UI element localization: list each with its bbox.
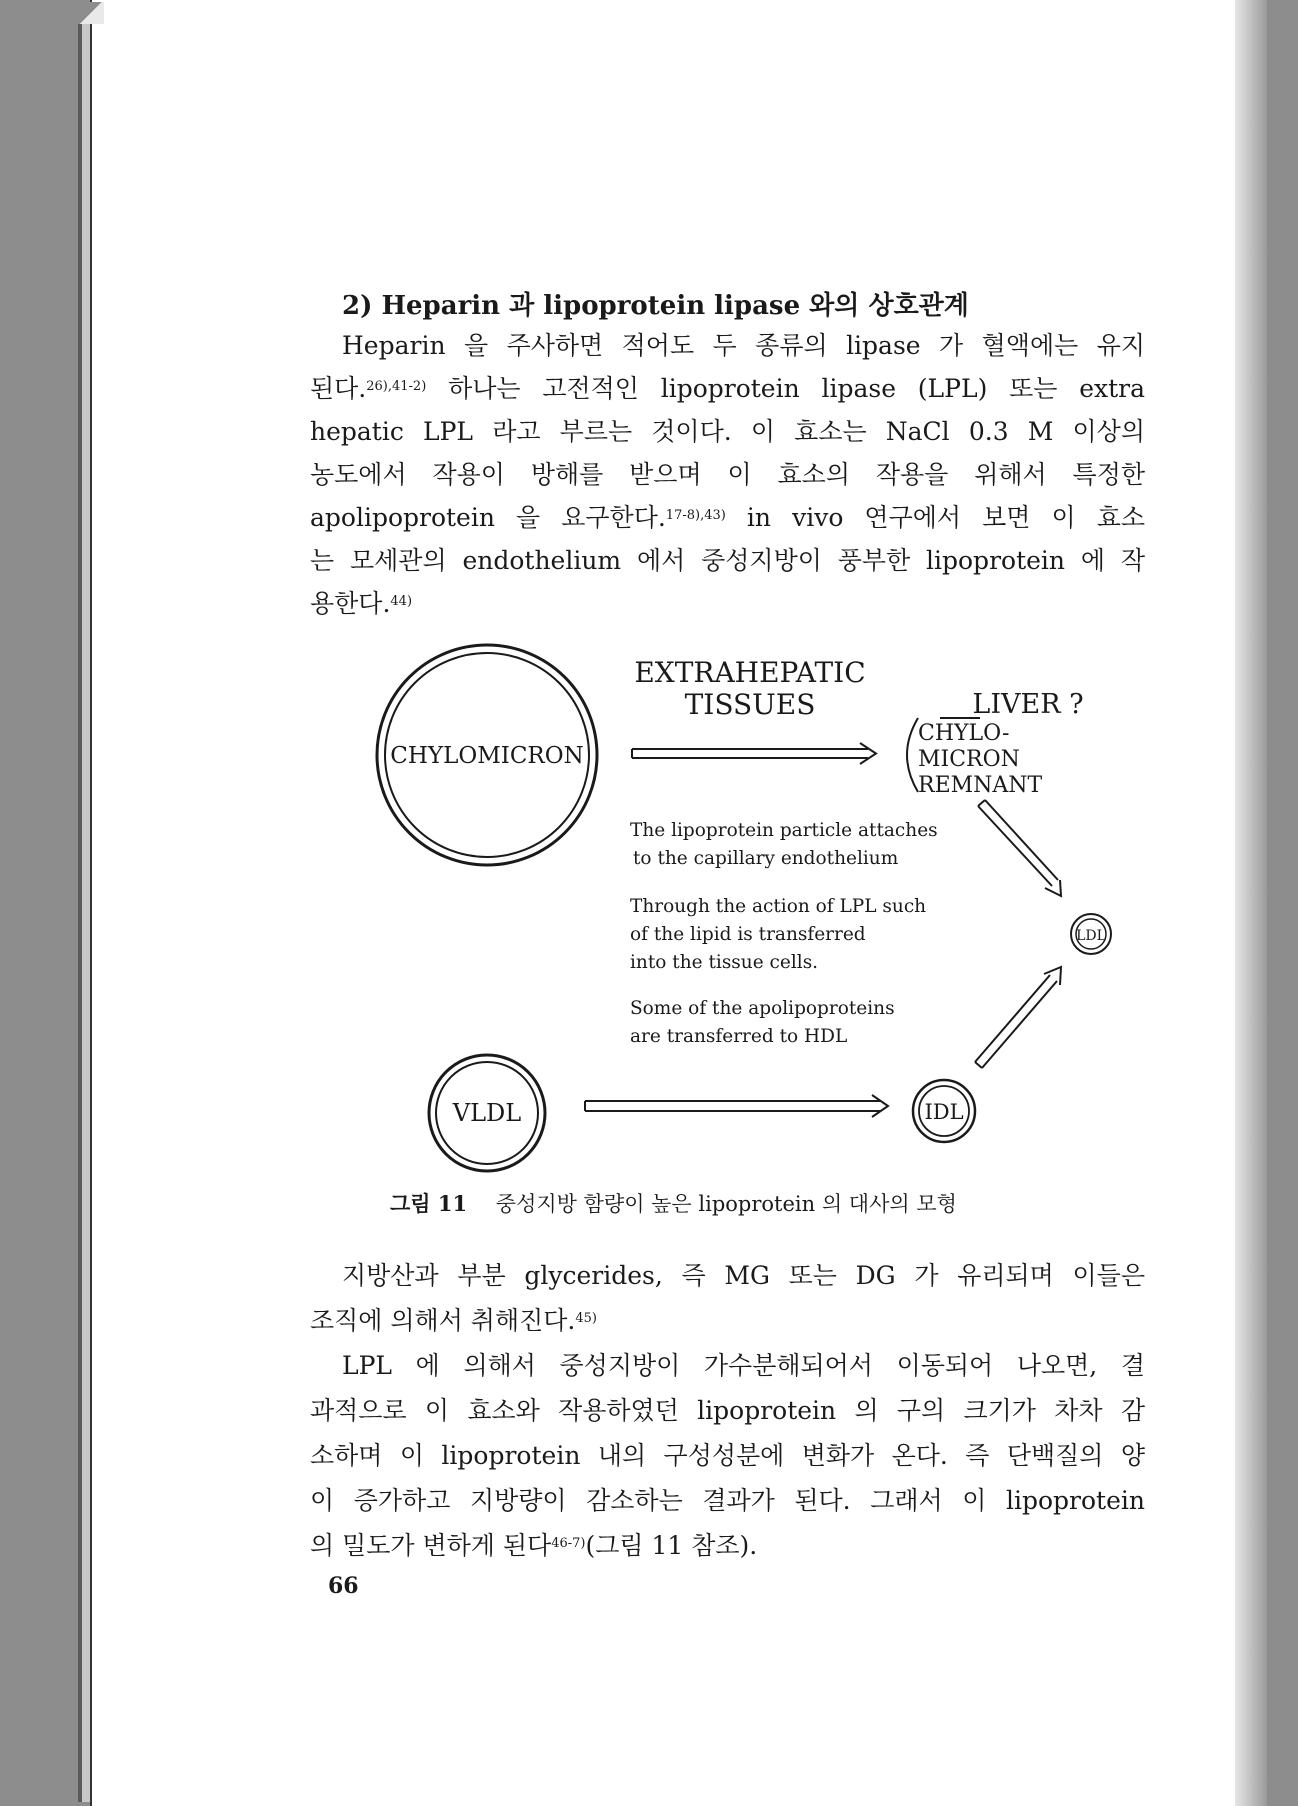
note-text: The lipoprotein particle attaches [630, 820, 938, 841]
text-span: (그림 11 참조). [585, 1531, 758, 1560]
text-line: LPL 에 의해서 중성지방이 가수분해되어서 이동되어 나오면, 결 [342, 1351, 1145, 1380]
page-number: 66 [328, 1573, 359, 1599]
note-text: into the tissue cells. [630, 952, 819, 973]
reference: 44) [390, 594, 413, 609]
text-line [310, 1525, 1145, 1570]
text-span: 용한다. [310, 589, 391, 618]
ldl-circle [1071, 914, 1111, 954]
paragraph-2 [310, 1255, 1145, 1345]
note-text: are transferred to HDL [630, 1026, 848, 1047]
paragraph-3 [310, 1345, 1145, 1570]
section-heading: 2) Heparin 과 lipoprotein lipase 와의 상호관계 [342, 291, 969, 321]
note-text: of the lipid is transferred [630, 924, 866, 945]
text-span: 조직에 의해서 취해진다. [310, 1306, 576, 1335]
figure-caption [390, 1188, 1050, 1218]
vldl-circle [429, 1055, 545, 1171]
note-text: Through the action of LPL such [630, 896, 927, 917]
reference: 46-7) [551, 1536, 586, 1551]
text-line [310, 1300, 1145, 1345]
chylomicron-label: CHYLOMICRON [390, 743, 584, 769]
reference: 17-8),43) [665, 508, 726, 523]
remnant-label-3: REMNANT [918, 773, 1043, 798]
text-span: apolipoprotein 을 요구한다. [310, 503, 666, 532]
text-line: 과적으로 이 효소와 작용하였던 lipoprotein 의 구의 크기가 차차 감 [310, 1396, 1145, 1425]
idl-circle [913, 1080, 975, 1142]
extrahepatic-label: EXTRAHEPATIC [634, 656, 866, 689]
chylomicron-circle [377, 645, 597, 865]
vldl-label: VLDL [452, 1099, 522, 1127]
text-line: 소하며 이 lipoprotein 내의 구성성분에 변화가 온다. 즉 단백질의 양 [310, 1441, 1145, 1470]
liver-label: LIVER ? [972, 689, 1084, 720]
text-span: 하나는 고전적인 lipoprotein lipase (LPL) 또는 extra [448, 374, 1145, 403]
text-line: 지방산과 부분 glycerides, 즉 MG 또는 DG 가 유리되며 이들은 [342, 1261, 1145, 1290]
tissues-label: TISSUES [684, 688, 816, 721]
arrow-idl-to-ldl [975, 967, 1061, 1068]
remnant-label-2: MICRON [918, 747, 1020, 772]
remnant-bracket [907, 718, 918, 792]
note-text: Some of the apolipoproteins [630, 998, 895, 1019]
arrow-remnant-to-ldl [978, 800, 1061, 896]
figure-caption-text: 중성지방 함량이 높은 lipoprotein 의 대사의 모형 [495, 1192, 957, 1216]
text-span: in vivo 연구에서 보면 이 효소 [746, 503, 1145, 532]
reference: 26),41-2) [366, 379, 427, 394]
reference: 45) [575, 1311, 597, 1326]
diagram-notes [630, 820, 938, 1047]
text-line: hepatic LPL 라고 부르는 것이다. 이 효소는 NaCl 0.3 M 이상의 [310, 417, 1145, 446]
text-line: 는 모세관의 endothelium 에서 중성지방이 풍부한 lipoprotein 에 작 [310, 546, 1145, 575]
text-span: 의 밀도가 변하게 된다 [310, 1531, 552, 1560]
ldl-label: LDL [1076, 928, 1106, 944]
text-line: 농도에서 작용이 방해를 받으며 이 효소의 작용을 위해서 특정한 [310, 460, 1145, 489]
text-span: 된다. [310, 374, 367, 403]
arrow-vldl-to-idl [585, 1095, 888, 1117]
arrow-chylomicron-to-remnant [632, 743, 876, 764]
figure-number: 그림 11 [390, 1191, 468, 1216]
text-line: Heparin 을 주사하면 적어도 두 종류의 lipase 가 혈액에는 유지 [342, 331, 1145, 360]
note-text: to the capillary endothelium [633, 848, 899, 869]
text-line: 이 증가하고 지방량이 감소하는 결과가 된다. 그래서 이 lipoprotein [310, 1486, 1145, 1515]
idl-label: IDL [924, 1100, 964, 1124]
remnant-label-1: CHYLO- [918, 721, 1010, 746]
